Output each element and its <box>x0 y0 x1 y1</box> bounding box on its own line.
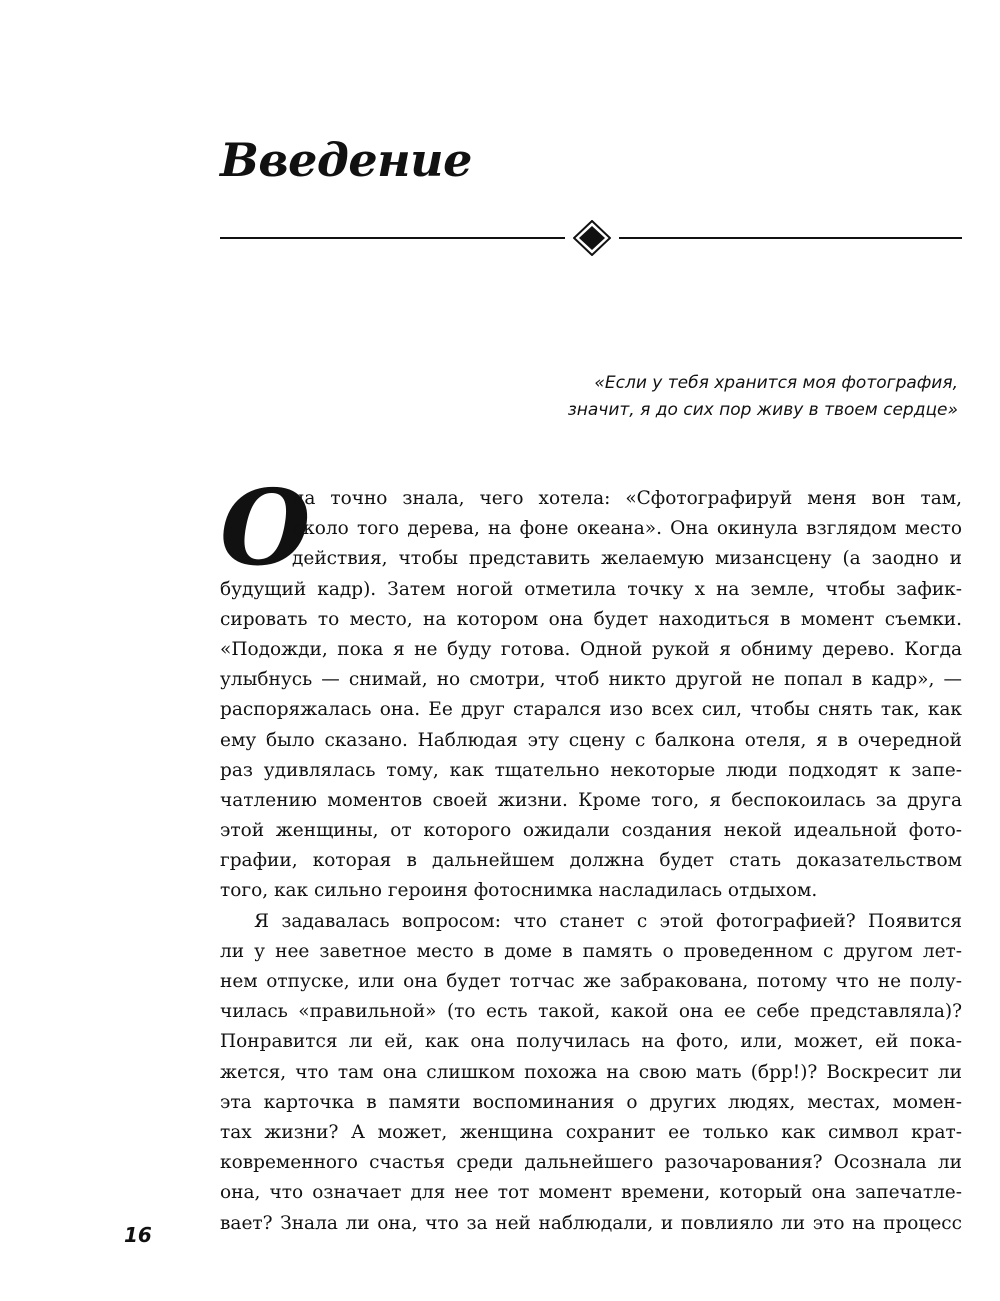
text-line: этой женщины, от которого ожидали создания некой идеальной фото- <box>220 820 962 842</box>
text-line: жется, что там она слишком похожа на свою мать (брр!)? Воскресит ли <box>220 1061 962 1083</box>
text-line: вает? Знала ли она, что за ней наблюдали, и повлияло ли это на процесс <box>220 1212 962 1234</box>
text-line: около того дерева, на фоне океана». Она окинула взглядом место <box>292 518 962 540</box>
text-line: на точно знала, чего хотела: «Сфотографируй меня вон там, <box>292 488 962 509</box>
text-line: эта карточка в памяти воспоминания о других людях, местах, момен- <box>220 1091 962 1113</box>
chapter-title: Введение <box>220 133 472 187</box>
text-line: раз удивлялась тому, как тщательно некоторые люди подходят к запе- <box>220 759 962 781</box>
text-line: Понравится ли ей, как она получилась на фото, или, может, ей пока- <box>220 1031 962 1053</box>
text-line: будущий кадр). Затем ногой отметила точку х на земле, чтобы зафик- <box>220 578 962 600</box>
epigraph <box>440 370 958 424</box>
page-number: 16 <box>124 1223 152 1247</box>
text-line: Я задавалась вопросом: что станет с этой фотографией? Появится <box>254 910 962 932</box>
text-line: она, что означает для нее тот момент времени, который она запечатле- <box>220 1182 962 1204</box>
text-line: тах жизни? А может, женщина сохранит ее только как символ крат- <box>220 1121 962 1143</box>
epigraph-line: значит, я до сих пор живу в твоем сердце» <box>567 400 958 420</box>
text-line: действия, чтобы представить желаемую мизансцену (а заодно и <box>292 548 962 570</box>
body-text <box>220 484 962 1239</box>
text-line: улыбнусь — снимай, но смотри, чтоб никто другой не попал в кадр», — <box>220 669 962 691</box>
text-line: чатлению моментов своей жизни. Кроме того, я беспокоилась за друга <box>220 789 962 811</box>
text-line: ковременного счастья среди дальнейшего разочарования? Осознала ли <box>220 1152 962 1174</box>
title-divider <box>220 218 962 258</box>
text-line: того, как сильно героиня фотоснимка насладилась отдыхом. <box>220 880 818 902</box>
drop-cap: О <box>220 466 311 589</box>
divider-rule-right <box>619 237 962 239</box>
text-line: «Подожди, пока я не буду готова. Одной рукой я обниму дерево. Когда <box>220 638 962 660</box>
text-line: нем отпуске, или она будет тотчас же забракована, потому что не полу- <box>220 971 962 992</box>
text-line: чилась «правильной» (то есть такой, какой она ее себе представляла)? <box>220 1001 962 1023</box>
text-line: ли у нее заветное место в доме в память о проведенном с другом лет- <box>220 940 962 962</box>
text-line: графии, которая в дальнейшем должна будет стать доказательством <box>220 850 962 872</box>
text-line: распоряжалась она. Ее друг старался изо всех сил, чтобы снять так, как <box>220 699 962 721</box>
text-line: ему было сказано. Наблюдая эту сцену с балкона отеля, я в очередной <box>220 729 962 751</box>
divider-rule-left <box>220 237 565 239</box>
epigraph-line: «Если у тебя хранится моя фотография, <box>594 373 958 393</box>
diamond-ornament-icon <box>573 220 611 256</box>
paragraph-2 <box>220 907 962 1239</box>
text-line: сировать то место, на котором она будет находиться в момент съемки. <box>220 608 962 630</box>
paragraph-1 <box>220 484 962 907</box>
